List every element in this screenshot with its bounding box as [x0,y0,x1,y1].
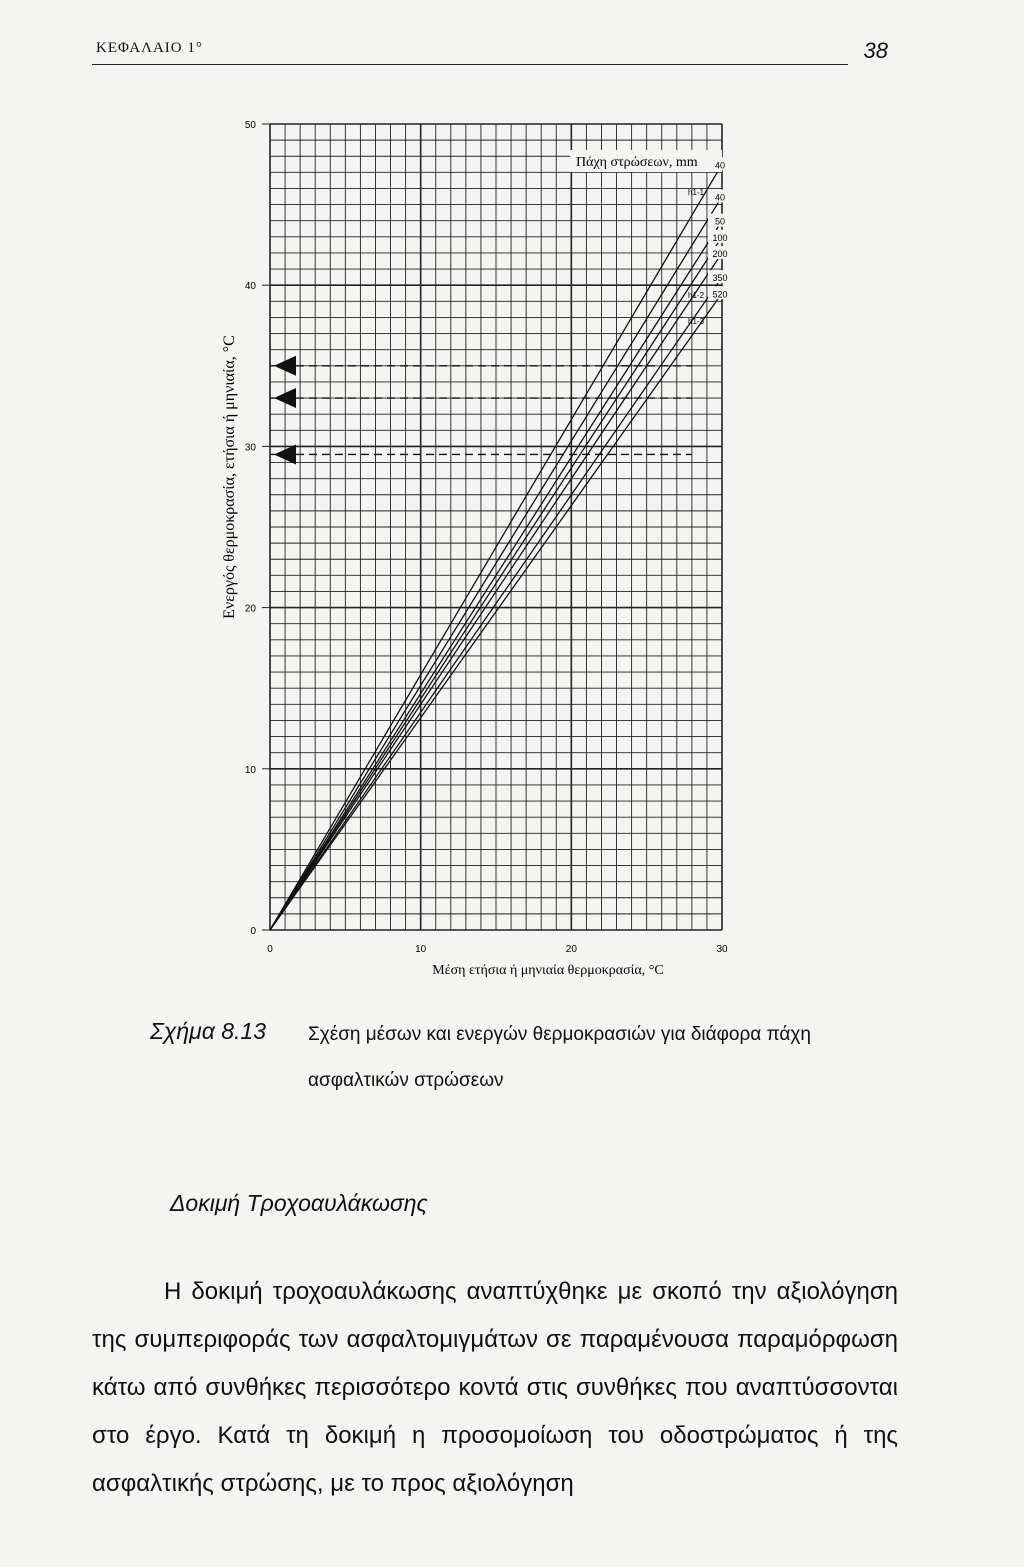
y-tick-label: 50 [244,120,256,131]
x-tick-label: 0 [267,944,273,955]
chapter-header: ΚΕΦΑΛΑΙΟ 1° [96,40,203,56]
figure-caption: Σχέση μέσων και ενεργών θερμοκρασιών για διάφορα πάχη ασφαλτικών στρώσεων [308,1024,811,1091]
chart-axes [262,124,270,930]
series-label: 200 [712,248,728,259]
series-label: 40 [714,160,726,171]
thickness-annotation: h1-3 [688,316,705,326]
y-axis-title: Ενεργός θερμοκρασία, ετήσια ή μηνιαία, °C [221,335,238,619]
thickness-annotation: h1-1 [688,187,705,197]
section-title: Δοκιμή Τροχοαυλάκωσης [170,1190,428,1216]
body-paragraph [92,1268,898,1508]
page-number: 38 [863,38,888,63]
series-label: 520 [712,289,728,300]
series-label: 100 [712,232,728,243]
y-tick-label: 20 [244,603,256,615]
header-rule [92,64,848,65]
y-tick-label: 0 [250,926,256,937]
legend-title: Πάχη στρώσεων, mm [576,155,698,170]
series-label: 350 [712,273,728,284]
figure-label: Σχήμα 8.13 [150,1018,266,1044]
x-tick-label: 10 [415,944,427,955]
temperature-chart [200,100,820,980]
x-axis-title: Μέση ετήσια ή μηνιαία θερμοκρασία, °C [432,963,664,978]
y-tick-label: 10 [244,764,256,776]
y-tick-label: 30 [244,442,256,454]
thickness-annotation: h1-2 [688,291,705,301]
x-tick-label: 30 [716,944,728,955]
paragraph-text: Η δοκιμή τροχοαυλάκωσης αναπτύχθηκε με σκοπό την αξιολόγηση της συμπεριφοράς των ασφαλτομιγμάτων σε παραμένουσα παραμόρφωση κάτω από συνθήκες περισσότερο κοντά στις συνθήκες που αναπτύσσονται στο έργο. Κατά τη δοκιμή η προσομοίωση του οδοστρώματος ή της ασφαλτικής στρώσης, με το προς αξιολόγηση [92,1278,898,1497]
x-tick-label: 20 [565,944,577,955]
chart-grid [270,124,722,930]
series-label: 40 [714,192,726,203]
series-label: 50 [714,216,726,227]
y-tick-label: 40 [244,281,256,293]
